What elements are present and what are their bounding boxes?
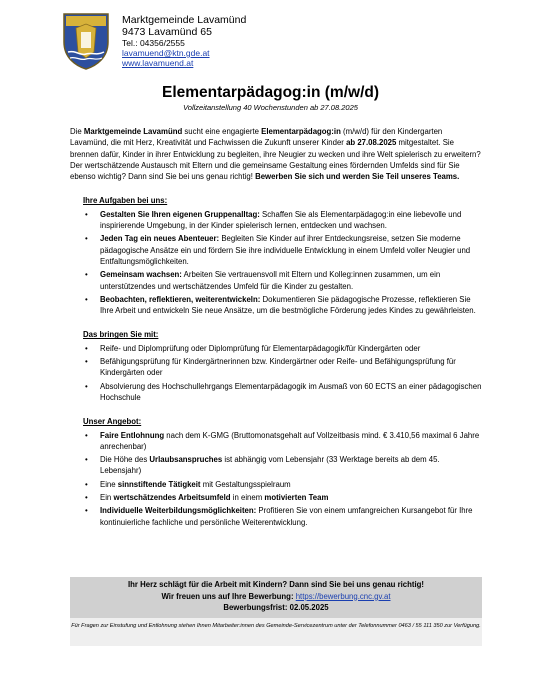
application-deadline: Bewerbungsfrist: 02.05.2025 bbox=[223, 603, 329, 612]
item-text: Eine bbox=[100, 479, 118, 489]
intro-bold: Marktgemeinde Lavamünd bbox=[83, 127, 183, 136]
item-bold: Gestalten Sie Ihren eigenen Gruppenalltag: bbox=[100, 209, 260, 219]
tasks-heading: Ihre Aufgaben bei uns: bbox=[83, 196, 168, 206]
intro-bold: Elementarpädagog:in bbox=[261, 127, 341, 136]
coat-of-arms-icon bbox=[62, 12, 110, 70]
offer-heading: Unser Angebot: bbox=[83, 417, 142, 427]
item-text: Reife- und Diplomprüfung oder Diplomprüfung für Elementarpädagogik/für Kindergärten oder bbox=[100, 343, 421, 353]
list-item bbox=[70, 294, 482, 317]
item-text: mit Gestaltungsspielraum bbox=[200, 479, 291, 489]
intro-paragraph bbox=[70, 126, 482, 182]
item-text: nach dem K-GMG (Bruttomonatsgehalt auf Vollzeitbasis mind. € 3.410,56 maximal 6 Jahre anrechenbar) bbox=[100, 430, 480, 451]
item-bold: Urlaubsanspruches bbox=[149, 455, 223, 465]
bullet-icon: • bbox=[85, 357, 88, 367]
application-link[interactable]: https://bewerbung.cnc.gv.at bbox=[295, 591, 391, 601]
list-item bbox=[70, 492, 482, 503]
list-item bbox=[70, 343, 482, 354]
org-website-link[interactable]: www.lavamuend.at bbox=[122, 58, 194, 68]
job-title: Elementarpädagog:in (m/w/d) bbox=[161, 84, 379, 101]
item-text: Arbeiten Sie vertrauensvoll mit Eltern und Kolleg:innen zusammen, um ein unterstützendes und wertschätzendes Umfeld für die Kinder zu gestalten. bbox=[100, 270, 441, 291]
job-subtitle: Vollzeitanstellung 40 Wochenstunden ab 27.08.2025 bbox=[183, 103, 358, 112]
intro-text: sucht eine engagierte bbox=[182, 127, 262, 136]
list-item bbox=[70, 454, 482, 477]
footer-note: Für Fragen zur Einstufung und Entlohnung stehen Ihnen Mitarbeiter:innen des Gemeinde-Servicezentrum unter der Telefonnummer 0463 / 55 111 350 zur Verfügung. bbox=[70, 618, 482, 646]
intro-text: (m/w/d) für den Kindergarten Lavamünd, die mit Herz, Kreativität und Fachwissen die Zukunft unserer Kinder bbox=[70, 127, 443, 148]
item-text: ist abhängig vom Lebensjahr (33 Werktage bereits ab dem 45. Lebensjahr) bbox=[100, 455, 440, 476]
bullet-icon: • bbox=[85, 430, 88, 440]
item-text: Ein bbox=[100, 493, 114, 503]
item-bold: Faire Entlohnung bbox=[100, 430, 165, 440]
bullet-icon: • bbox=[85, 455, 88, 465]
item-text: Die Höhe des bbox=[100, 455, 150, 465]
org-phone: Tel.: 04356/2555 bbox=[122, 38, 185, 48]
org-email-link[interactable]: lavamuend@ktn.gde.at bbox=[122, 48, 210, 58]
list-item bbox=[70, 209, 482, 232]
item-bold: motivierten Team bbox=[264, 493, 329, 503]
bullet-icon: • bbox=[85, 493, 88, 503]
offer-list bbox=[70, 430, 482, 528]
job-content bbox=[70, 126, 482, 530]
bullet-icon: • bbox=[85, 506, 88, 516]
intro-text: mitgestaltet. Sie brennen dafür, Kinder in ihrer Entwicklung zu begleiten, ihre Neugier zu wecken und ihre Welt spielerisch zu erweitern? Der wertschätzende Austausch mit Eltern und die gemeinsame Gestaltung eines fördernden Umfelds sind für Sie ebenso wichtig? Dann sind Sie bei uns genau richtig! bbox=[70, 138, 481, 182]
requirements-heading: Das bringen Sie mit: bbox=[83, 330, 159, 340]
item-bold: Jeden Tag ein neues Abenteuer: bbox=[100, 234, 220, 244]
org-address: 9473 Lavamünd 65 bbox=[122, 26, 212, 38]
letterhead bbox=[62, 12, 482, 72]
item-text: Schaffen Sie als Elementarpädagog:in eine liebevolle und inspirierende Umgebung, in der Kinder spielerisch lernen, entdecken und wachsen. bbox=[100, 209, 462, 231]
list-item bbox=[70, 269, 482, 292]
callout-line: Ihr Herz schlägt für die Arbeit mit Kindern? Dann sind Sie bei uns genau richtig! bbox=[127, 580, 425, 589]
item-text: Begleiten Sie Kinder auf ihrer Entdeckungsreise, setzen Sie moderne pädagogische Ansätze ein und fördern Sie ihre individuelle Entwicklung in einem Umfeld voller Neugier und Entfaltungsmöglichkeiten. bbox=[100, 234, 471, 266]
bullet-icon: • bbox=[85, 343, 88, 353]
list-item bbox=[70, 505, 482, 528]
item-text: Befähigungsprüfung für Kindergärtnerinnen bzw. Kindergärtner oder Reife- und Befähigungsprüfung für Kindergärten oder bbox=[100, 357, 456, 378]
intro-text: Die bbox=[70, 127, 84, 136]
item-bold: Beobachten, reflektieren, weiterentwickeln: bbox=[100, 294, 261, 304]
application-callout bbox=[70, 577, 482, 618]
list-item bbox=[70, 381, 482, 404]
bullet-icon: • bbox=[85, 294, 88, 304]
list-item bbox=[70, 479, 482, 490]
item-text: Dokumentieren Sie pädagogische Prozesse, reflektieren Sie Ihre Arbeit und entwickeln Sie neue Ansätze, um die bestmögliche Förderung jedes Kindes zu gewährleisten. bbox=[100, 294, 476, 316]
item-bold: Individuelle Weiterbildungsmöglichkeiten: bbox=[100, 506, 257, 516]
list-item bbox=[70, 233, 482, 267]
bullet-icon: • bbox=[85, 209, 88, 219]
item-text: in einem bbox=[230, 493, 265, 503]
requirements-list bbox=[70, 343, 482, 403]
bullet-icon: • bbox=[85, 270, 88, 280]
intro-bold: ab 27.08.2025 bbox=[346, 138, 397, 148]
list-item bbox=[70, 430, 482, 453]
bullet-icon: • bbox=[85, 381, 88, 391]
item-bold: Gemeinsam wachsen: bbox=[100, 270, 182, 280]
list-item bbox=[70, 356, 482, 379]
item-text: Absolvierung des Hochschullehrgangs Elementarpädagogik im Ausmaß von 60 ECTS an einer pädagogischen Hochschule bbox=[100, 381, 482, 402]
item-text: Profitieren Sie von einem umfangreichen Kursangebot für Ihre kontinuierliche fachliche und persönliche Weiterentwicklung. bbox=[100, 506, 473, 527]
bullet-icon: • bbox=[85, 479, 88, 489]
bullet-icon: • bbox=[85, 234, 88, 244]
callout-text: Wir freuen uns auf Ihre Bewerbung: bbox=[161, 591, 296, 601]
intro-bold: Bewerben Sie sich und werden Sie Teil unseres Teams. bbox=[255, 172, 460, 182]
org-name: Marktgemeinde Lavamünd bbox=[122, 14, 247, 26]
callout-line bbox=[70, 591, 482, 603]
org-contact bbox=[122, 14, 246, 68]
item-bold: wertschätzendes Arbeitsumfeld bbox=[113, 493, 231, 503]
item-bold: sinnstiftende Tätigkeit bbox=[117, 479, 201, 489]
tasks-list bbox=[70, 209, 482, 317]
